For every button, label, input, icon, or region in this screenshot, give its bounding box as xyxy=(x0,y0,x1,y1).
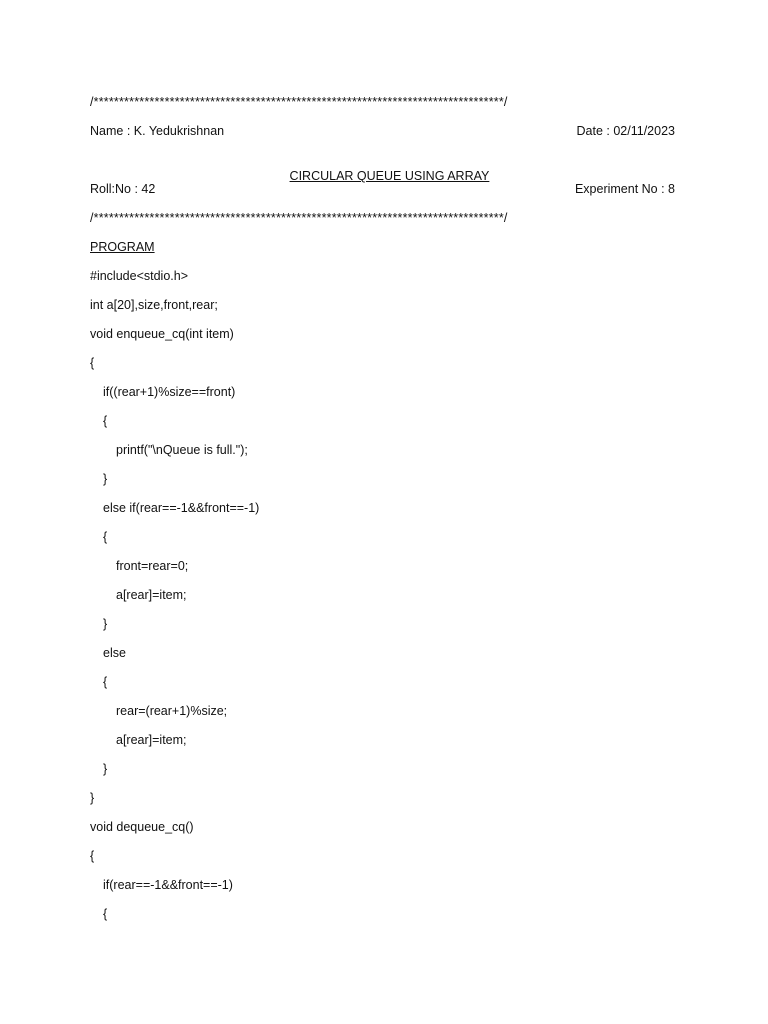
code-line: { xyxy=(90,849,95,863)
code-line: if(rear==-1&&front==-1) xyxy=(103,878,233,892)
code-line: } xyxy=(103,617,108,631)
code-line: a[rear]=item; xyxy=(116,733,187,747)
code-line: #include<stdio.h> xyxy=(90,269,188,283)
name-date-row xyxy=(90,123,675,139)
roll-number: Roll:No : 42 xyxy=(90,182,156,196)
code-line: void enqueue_cq(int item) xyxy=(90,327,234,341)
code-line: printf("\nQueue is full."); xyxy=(116,443,248,457)
date-label: Date : 02/11/2023 xyxy=(576,124,675,138)
section-heading: PROGRAM xyxy=(90,240,155,254)
code-line: else if(rear==-1&&front==-1) xyxy=(103,501,260,515)
code-line: else xyxy=(103,646,126,660)
code-line: if((rear+1)%size==front) xyxy=(103,385,236,399)
code-line: rear=(rear+1)%size; xyxy=(116,704,228,718)
code-line: { xyxy=(103,530,108,544)
roll-experiment-row xyxy=(90,181,675,197)
code-line: int a[20],size,front,rear; xyxy=(90,298,218,312)
code-line: front=rear=0; xyxy=(116,559,189,573)
code-line: } xyxy=(103,472,108,486)
top-separator: /*********************************************************************************/ xyxy=(90,95,508,109)
code-line: void dequeue_cq() xyxy=(90,820,194,834)
code-line: } xyxy=(90,791,95,805)
student-name: Name : K. Yedukrishnan xyxy=(90,124,225,138)
code-line: { xyxy=(103,907,108,921)
title-text: CIRCULAR QUEUE USING ARRAY xyxy=(289,169,490,183)
code-line: { xyxy=(90,356,95,370)
code-line: { xyxy=(103,414,108,428)
code-line: a[rear]=item; xyxy=(116,588,187,602)
bottom-separator: /*********************************************************************************/ xyxy=(90,211,508,225)
experiment-number: Experiment No : 8 xyxy=(574,182,675,196)
code-line: { xyxy=(103,675,108,689)
code-line: } xyxy=(103,762,108,776)
